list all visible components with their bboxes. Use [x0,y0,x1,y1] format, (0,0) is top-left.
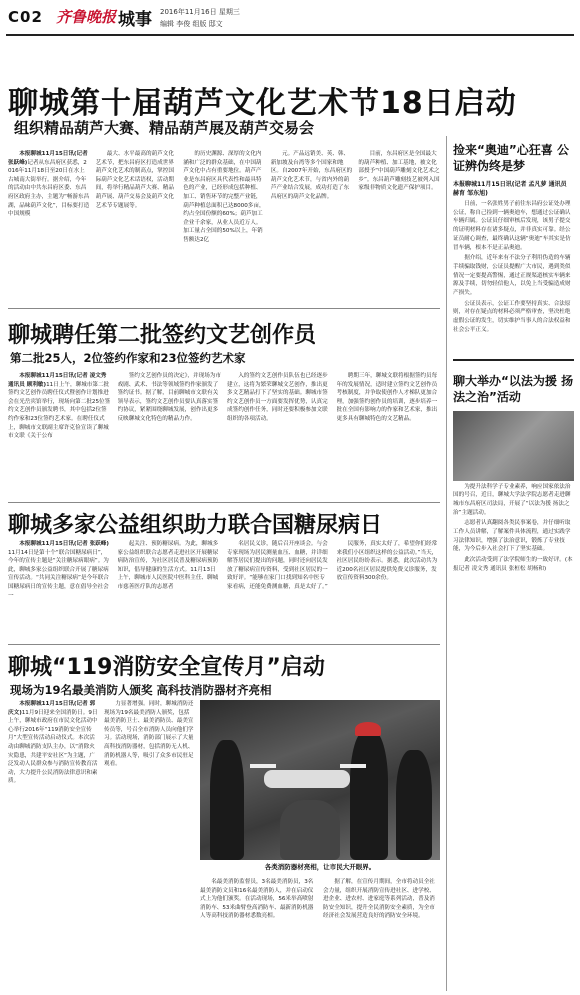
article1-text: 目前，东昌府区是全国最大的葫芦种植、加工基地，被文化部授予“中国葫芦雕刻文化艺术之乡”。东昌葫芦雕刻技艺被列入国家级非物质文化遗产保护项目。 [358,151,440,192]
sidebar-story1-byline: 本报聊城11月15日讯(记者 孟凡萝 通讯员 赫育 邹东旭) [453,181,567,197]
article3-byline: 本报聊城11月15日讯(记者 张跃峰) [19,541,109,547]
article3-col [227,540,331,642]
article1-col [271,150,353,300]
article4-text: 名最美消防监督员，3名最美消防员，3名最美消防文员和16名最美消防人，并在启动仪式上为他们颁奖。在活动现场，56米举高喷射消防车、53米曲臂登高消防车、最新消防机器人等高科技消防器材悉数亮相。 [200,879,314,920]
article1-col [96,150,178,300]
article3-text: 11月14日是第十个“联合国糖尿病日”，今年的宣传主题是“关注糖尿病眼病”。为此，聊城多家公益组织联合开展了糖尿病宣传活动。“共同关注糖尿病”是今年联合国糖尿病日的宣传主题，意在倡导全社会一 [8,549,109,599]
article1-byline: 本报聊城11月15日讯(记者 张跃峰) [8,151,88,166]
sidebar-story1-title: 捡来“奥迪”心狂喜 公证辨伪终是梦 [453,143,569,173]
article1-body [8,150,440,300]
sidebar-story1-text: 日前，一名张姓男子前往东昌府公证处办理公证，称自己捡到一辆奥迪车，想通过公证确认车辆归属。公证员仔细审核后发现，该男子提交的证明材料存在诸多疑点，并非真实可靠。经公证员耐心调查，最终确认这辆“奥迪”车其实是仿冒车辆，根本不是正品奥迪。 [453,201,571,251]
right-sidebar [446,136,574,991]
article2-headline: 聊城聘任第二批签约文艺创作员 [8,323,317,348]
section-divider [8,308,440,309]
drone-icon [264,770,350,788]
article2-text: 签约文艺创作员的决定》，并现场为市戏剧、武术、书法等领域签约作家颁发了签约证书。据了解，目前聊城市文联有关领导表示，签约文艺创作员要认真落实签约协议，紧紧围绕聊城发展，创作出更多反映聊城文化特色的精品力作。 [117,373,221,422]
article1-headline: 聊城第十届葫芦文化艺术节18日启动 [8,86,517,121]
article4-col [104,700,194,990]
sidebar-story1-text: 公证员表示，公证工作要坚持真实、合法原则，对存在疑点的材料必须严格审查，坚决杜绝虚假公证的发生，切实维护当事人的合法权益和社会公平正义。 [453,300,571,333]
article2-byline: 本报聊城11月15日讯(记者 凌文秀 通讯员 顾利敏) [8,373,107,388]
editor-credits: 编辑 李俊 组版 邸文 [160,20,223,28]
section-divider [8,644,440,645]
article1-col [358,150,440,300]
article1-subhead: 组织精品葫芦大赛、精品葫芦展及葫芦交易会 [14,119,315,137]
sidebar-story2-text: 志愿者认真翻阅各类民事案卷，并仔细听取工作人员讲解，了解案件具体流程，通过实践学习法律知识，增强了法治意识，锻炼了专业技能，为今后步入社会打下了坚实基础。 [453,520,571,553]
article4-byline: 本报聊城11月15日讯(记者 郭庆文) [8,701,96,716]
article2-col [118,372,222,500]
article3-col [118,540,222,642]
article2-text: 11日上午，聊城市第二批签约文艺创作员聘任仪式暨创作计划推进会在光岳宾馆举行，现场向第二批25位签约文艺创作员颁发聘书，其中包括2位签约作家和23位签约艺术家。在聘任仪式上，聊城市文联副主席许克俭宣读了聊城市文联《关于公布 [8,381,111,440]
sidebar-story2-text: 此次活动受到了法学院师生的一致好评。(本报记者 凌文秀 通讯员 张桓松 胡杨和) [453,557,573,572]
issue-date: 2016年11月16日 星期三 [160,8,240,16]
masthead-rule [6,34,574,36]
article4-col [200,878,317,990]
sidebar-story2 [453,359,574,574]
article2-text: 聘期三年，聊城文联将根据签约员每年的发展情况，适时建立签约文艺创作员考核制度，并争取使创作人才梯队更加合理，加强签约创作员的培训，逐步培养一批在全国有影响力的作家和艺术家，推出更多具有聊城特色的文艺精品。 [336,373,438,422]
article4-col [8,700,98,990]
article2-subhead: 第二批25人，2位签约作家和23位签约艺术家 [10,351,246,365]
article4-text: 据了解，在宣传月期间，全市将动员全社会力量，组织开展消防宣传进社区、进学校、进企业、进农村、进家庭等系列活动，普及消防安全知识，提升全民消防安全素质，为全市经济社会发展营造良好的消防安全环境。 [323,879,435,920]
paper-logo: 齐鲁晚报 [56,8,117,26]
article1-text: 最大、水平最高的葫芦文化艺术节，把东昌府区打造成世界葫芦文化艺术的制高点，掌控国际葫芦文化艺术话语权，活动期间，将举行精品葫芦大赛、精品葫芦展、葫芦交易会及葫芦文化艺术节专题展等。 [95,151,174,209]
article3-text: 名居民义诊，随后召开座谈会。与会专家现场为居民测量血压、血糖，并详细解答居民们提出的问题，同时还向居民发放了糖尿病宣传资料，受到社区居民的一致好评。“能够在家门口找到知名中医专家看病，还能免费测血糖，真是太好了。” [227,541,328,590]
article3-col [8,540,112,642]
masthead [0,0,580,42]
section-name: 城事 [118,10,152,30]
page-number: C02 [8,8,43,26]
article2-col [8,372,112,500]
article1-text: 的历史渊源、深厚的文化内涵和广泛的群众基础，在中国葫芦文化中占有重要地位。葫芦产业是东昌府区具代表性和最具特色的产业，已经形成包括种植、加工、销售环节的完整产业链，葫芦种植总面积已达8000多亩，约占全国份额的60%；葫芦加工企业千余家，从业人员近万人。加工量占全国的50%以上，年销售额达2亿 [183,151,265,243]
article4-headline: 聊城“119消防安全宣传月”启动 [8,655,325,680]
article2-col [227,372,331,500]
article3-text: 民服务，真实太好了，希望你们经常来我们小区组织这样的公益活动。”当天，社区居民纷纷表示。据悉，此次活动共为近200名社区居民提供免费义诊服务，发放宣传资料300余份。 [336,541,438,582]
article3-text: 起关注、预防糖尿病。为此，聊城多家公益组织联合志愿者走进社区开展糖尿病防治宣传，为社区居民普及糖尿病预防知识，倡导健康的生活方式。11月13日上午，聊城市人民医院中医科主任、聊城市慈善医疗队的志愿者 [117,541,219,590]
sidebar-story1-text: 据介绍，近年来有不法分子利用伪造的车辆手续骗取钱财，公证员提醒广大市民，遇到类似情况一定要提高警惕，通过正规渠道核实车辆来源及手续，切勿轻信他人，以免上当受骗造成财产损失。 [453,255,571,297]
article4-text: 11月9日迎来全国消防日。9日上午，聊城市政府在市民文化活动中心举行2016年“119消防安全宣传月”大型宣传活动启动仪式。本次活动由聊城消防支队主办，以“消除火灾隐患，共建平安社区”为主题，广泛发动人民群众参与消防宣传教育活动，大力提升公民消防法律意识和素质。 [8,709,98,785]
article2-col [337,372,441,500]
article4-col [323,878,440,990]
sidebar-story2-text: 为提升法科学子专业素养，响应国家依法治国的号召，近日，聊城大学法学院志愿者走进聊城市东昌府区司法局，开展了“以法为援 扬法之治”主题活动。 [453,483,571,516]
article2-body [8,372,440,500]
article1-col [8,150,90,300]
photo-caption: 各类消防器材亮相，让市民大开眼界。 [264,863,376,871]
section-divider [8,502,440,503]
article4-subhead: 现场为19名最美消防人颁奖 高科技消防器材齐亮相 [10,683,272,697]
article3-body [8,540,440,642]
article1-col [183,150,265,300]
article4-body-left [8,700,194,990]
article3-headline: 聊城多家公益组织助力联合国糖尿病日 [8,513,383,538]
article1-text: 元。产品远销美、英、韩、新加坡及台湾等多个国家和地区。自2007年开始，东昌府区的葫芦文化艺术节，与省内外的葫芦产业结合发展，成功打造了东昌府区的葫芦文化品牌。 [270,151,353,200]
article2-text: 入的签约文艺创作员队伍也已经逐步建立，这将为繁荣聊城文艺创作，推出更多文艺精品打下了坚实的基础。聊城市签约文艺创作员一方面要发挥优势，认真完成签约创作任务，同时还要积极参加文联组织的各项活动。 [227,373,328,422]
sidebar-story2-title: 聊大举办“以法为援 扬法之治”活动 [453,373,574,404]
article4-body-right [200,878,440,990]
article1-text: 记者从东昌府区获悉，2016年11月18日至20日在水上古城南大街举行。据介绍，今年的活动由中共东昌府区委、东昌府区政府主办，主题为“畅游东昌湖，品味葫芦文化”，目标要打造中国规模 [8,159,90,218]
fire-equipment-photo [200,700,440,860]
sidebar-photo [453,411,574,481]
article3-col [337,540,441,642]
article4-text: 力显著增强。同时，聊城消防还现场为19名最美消防人颁奖，包括最美消防卫士、最美消防员、最美宣传员等，号召全市消防人员向他们学习。活动现场，消防部门展示了大量高科技消防器材，包括消防无人机、消防机器人等，吸引了众多市民驻足观看。 [104,701,194,768]
